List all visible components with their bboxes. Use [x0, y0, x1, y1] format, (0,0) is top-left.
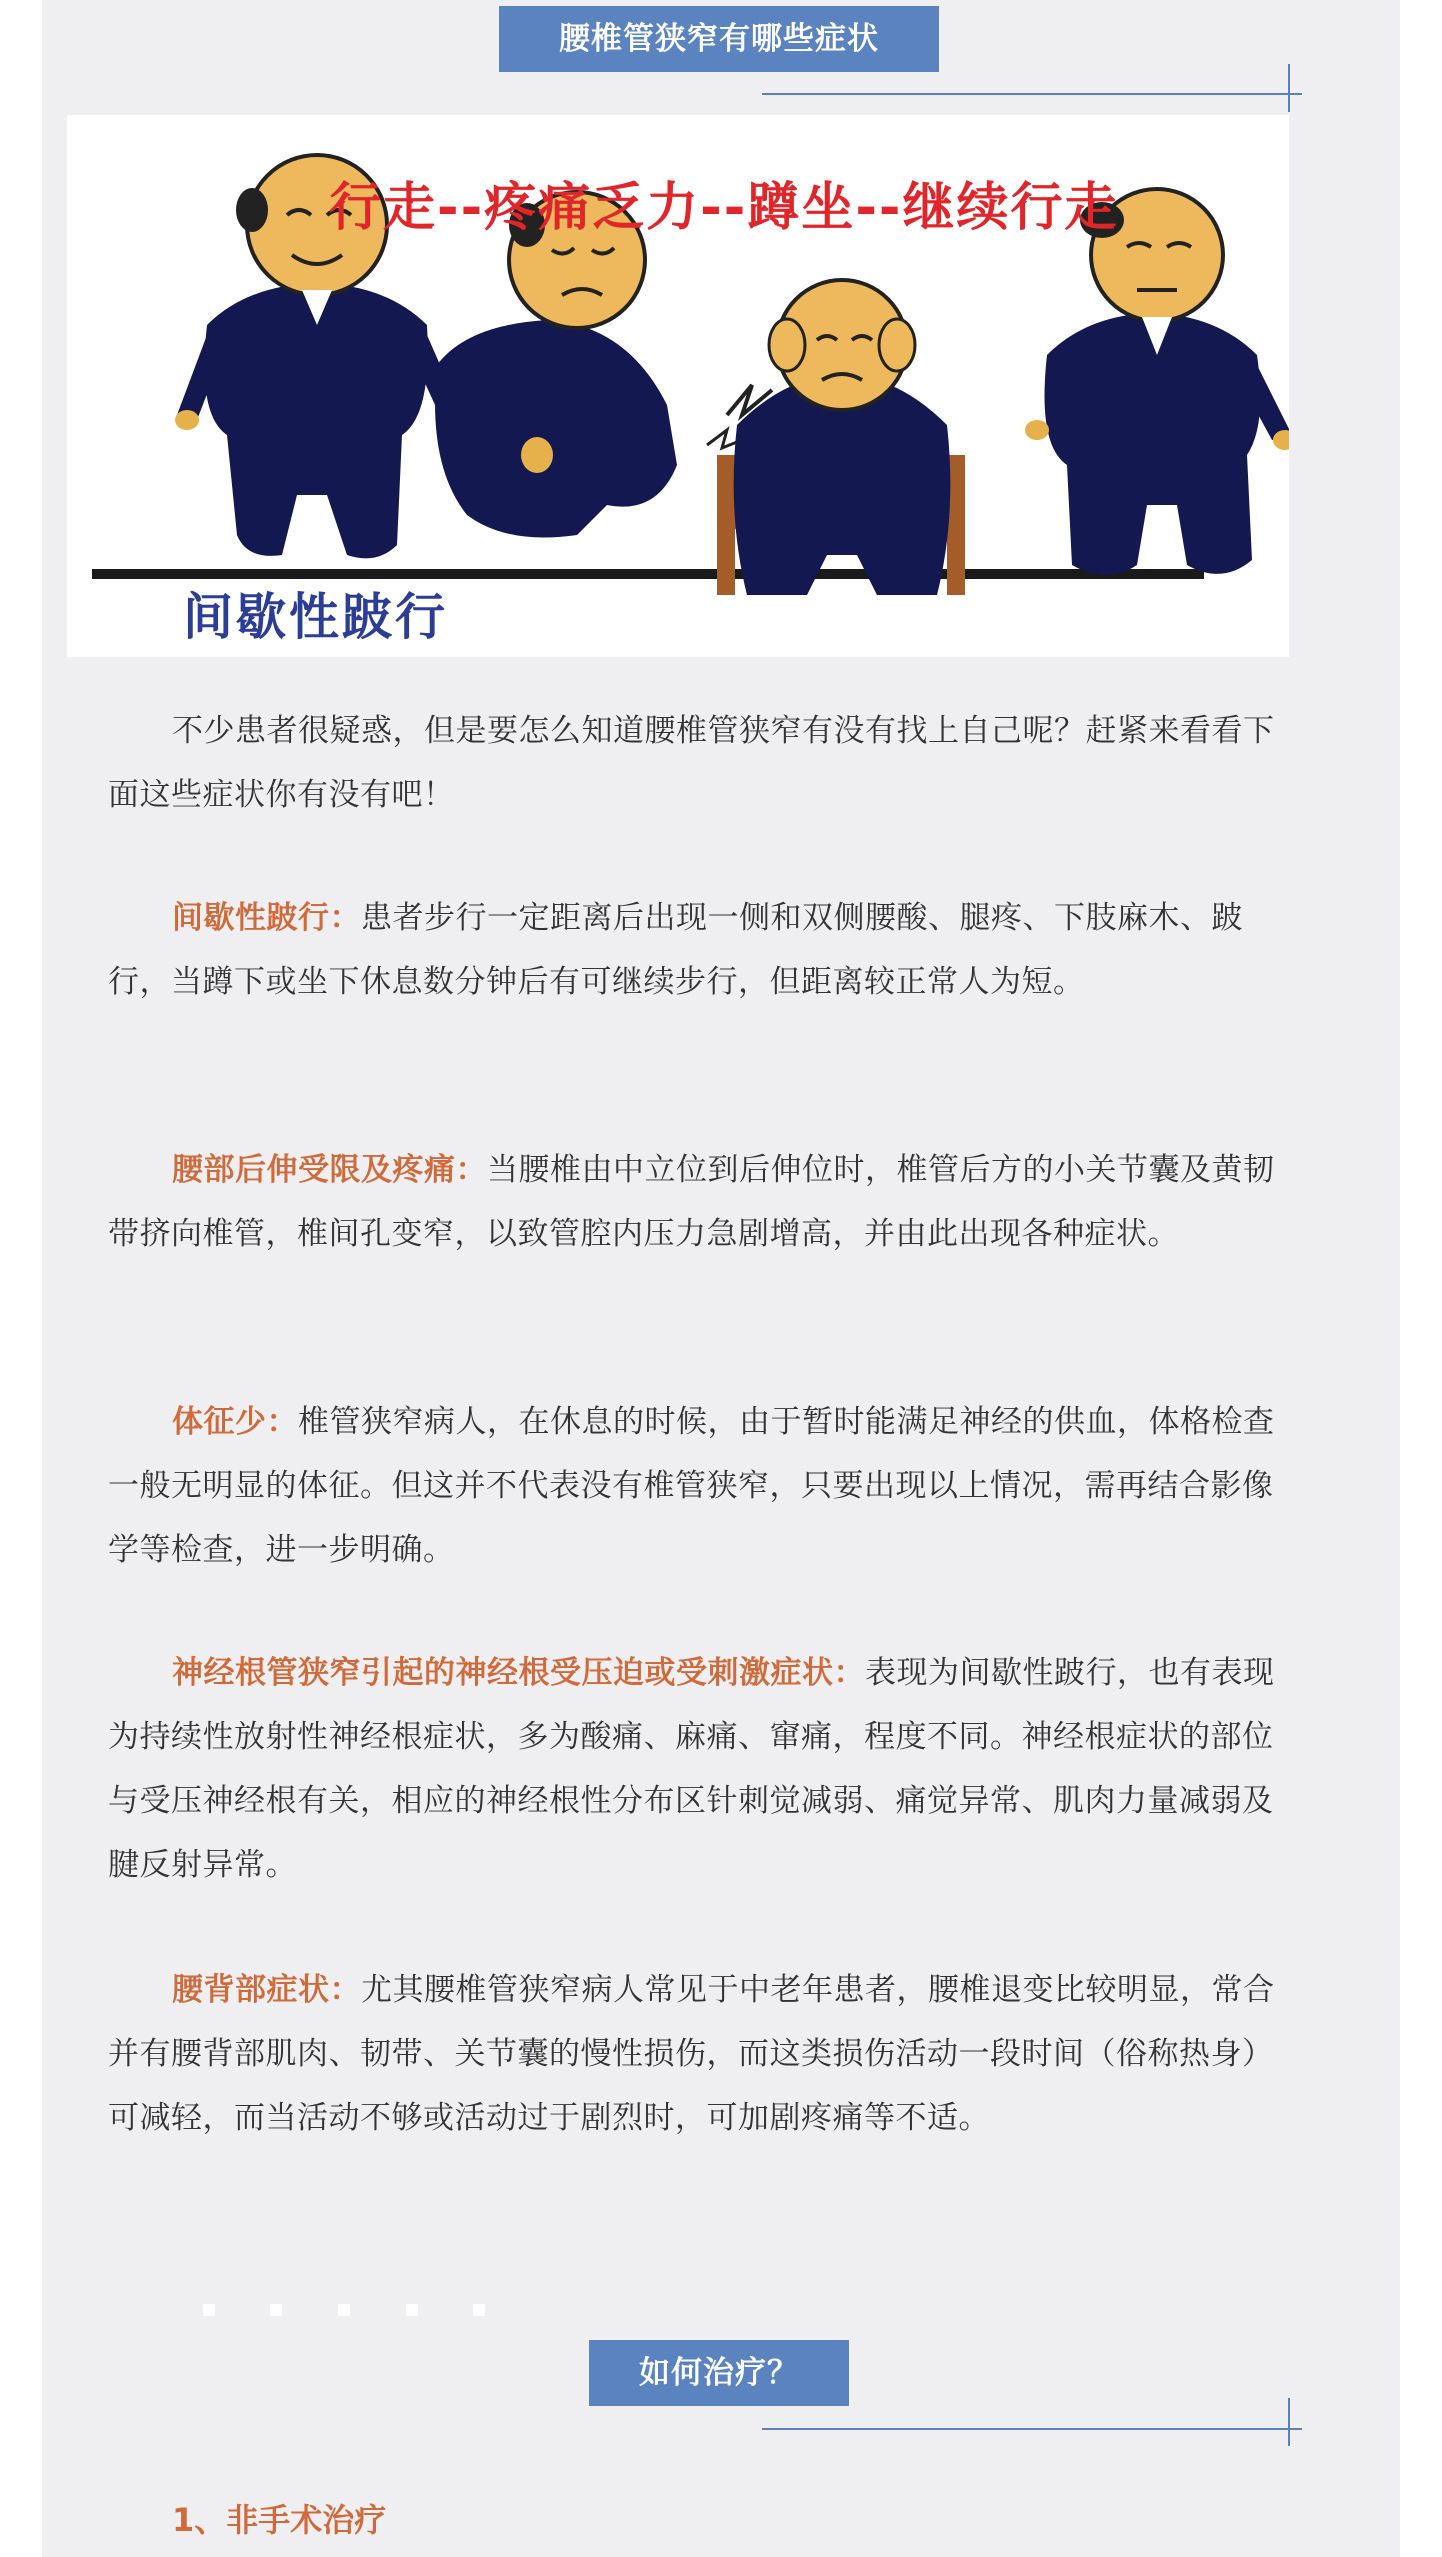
- symptom-paragraph: [108, 1958, 1286, 2150]
- symptom-paragraph: [108, 1138, 1286, 1266]
- symptom-title: 腰部后伸受限及疼痛：: [172, 1152, 487, 1188]
- symptom-paragraph: [108, 1641, 1286, 1897]
- section-title: 腰椎管狭窄有哪些症状: [559, 21, 879, 57]
- section-title-banner: [589, 2340, 849, 2406]
- symptom-text: 患者步行一定距离后出现一侧和双侧腰酸、腿疼、下肢麻木、跛行，当蹲下或坐下休息数分钟后有可继续步行，但距离较正常人为短。: [108, 900, 1243, 1000]
- decorative-dot: [473, 2304, 485, 2316]
- decorative-dot: [270, 2304, 282, 2316]
- decorative-dot: [406, 2304, 418, 2316]
- symptom-title: 间歇性跛行：: [172, 900, 361, 936]
- symptom-title: 体征少：: [172, 1404, 298, 1440]
- symptom-paragraph: [108, 1390, 1286, 1582]
- title-decoration-line: [762, 93, 1302, 95]
- sitting-man-figure: [717, 280, 965, 595]
- symptom-text: 表现为间歇性跛行，也有表现为持续性放射性神经根症状，多为酸痛、麻痛、窜痛，程度不同。神经根症状的部位与受压神经根有关，相应的神经根性分布区针刺觉减弱、痛觉异常、肌肉力量减弱及腱反射异常。: [108, 1655, 1275, 1883]
- symptom-text: 尤其腰椎管狭窄病人常见于中老年患者，腰椎退变比较明显，常合并有腰背部肌肉、韧带、关节囊的慢性损伤，而这类损伤活动一段时间（俗称热身）可减轻，而当活动不够或活动过于剧烈时，可加剧疼痛等不适。: [108, 1972, 1275, 2136]
- figure-caption-top: 行走--疼痛乏力--蹲坐--继续行走: [329, 178, 1119, 238]
- title-decoration-tick: [1288, 64, 1290, 112]
- symptom-paragraph: [108, 886, 1286, 1014]
- symptom-title: 腰背部症状：: [172, 1972, 361, 2008]
- decorative-dot: [338, 2304, 350, 2316]
- title-decoration-tick: [1288, 2398, 1290, 2446]
- decorative-dot: [203, 2304, 215, 2316]
- figure-caption-bottom: 间歇性跛行: [183, 588, 448, 646]
- recovered-man-figure: [1025, 189, 1289, 575]
- symptom-text: 当腰椎由中立位到后伸位时，椎管后方的小关节囊及黄韧带挤向椎管，椎间孔变窄，以致管腔内压力急剧增高，并由此出现各种症状。: [108, 1152, 1275, 1252]
- treatment-subheading: 1、非手术治疗: [172, 2501, 387, 2539]
- section-title: 如何治疗？: [639, 2355, 799, 2391]
- section-title-banner: [499, 6, 939, 72]
- cartoon-illustration: [67, 115, 1289, 657]
- intro-paragraph: 不少患者很疑惑，但是要怎么知道腰椎管狭窄有没有找上自己呢？赶紧来看看下面这些症状你有没有吧！: [108, 713, 1275, 813]
- title-decoration-line: [762, 2428, 1302, 2430]
- symptom-title: 神经根管狭窄引起的神经根受压迫或受刺激症状：: [172, 1655, 865, 1691]
- symptom-text: 椎管狭窄病人，在休息的时候，由于暂时能满足神经的供血，体格检查一般无明显的体征。但这并不代表没有椎管狭窄，只要出现以上情况，需再结合影像学等检查，进一步明确。: [108, 1404, 1275, 1568]
